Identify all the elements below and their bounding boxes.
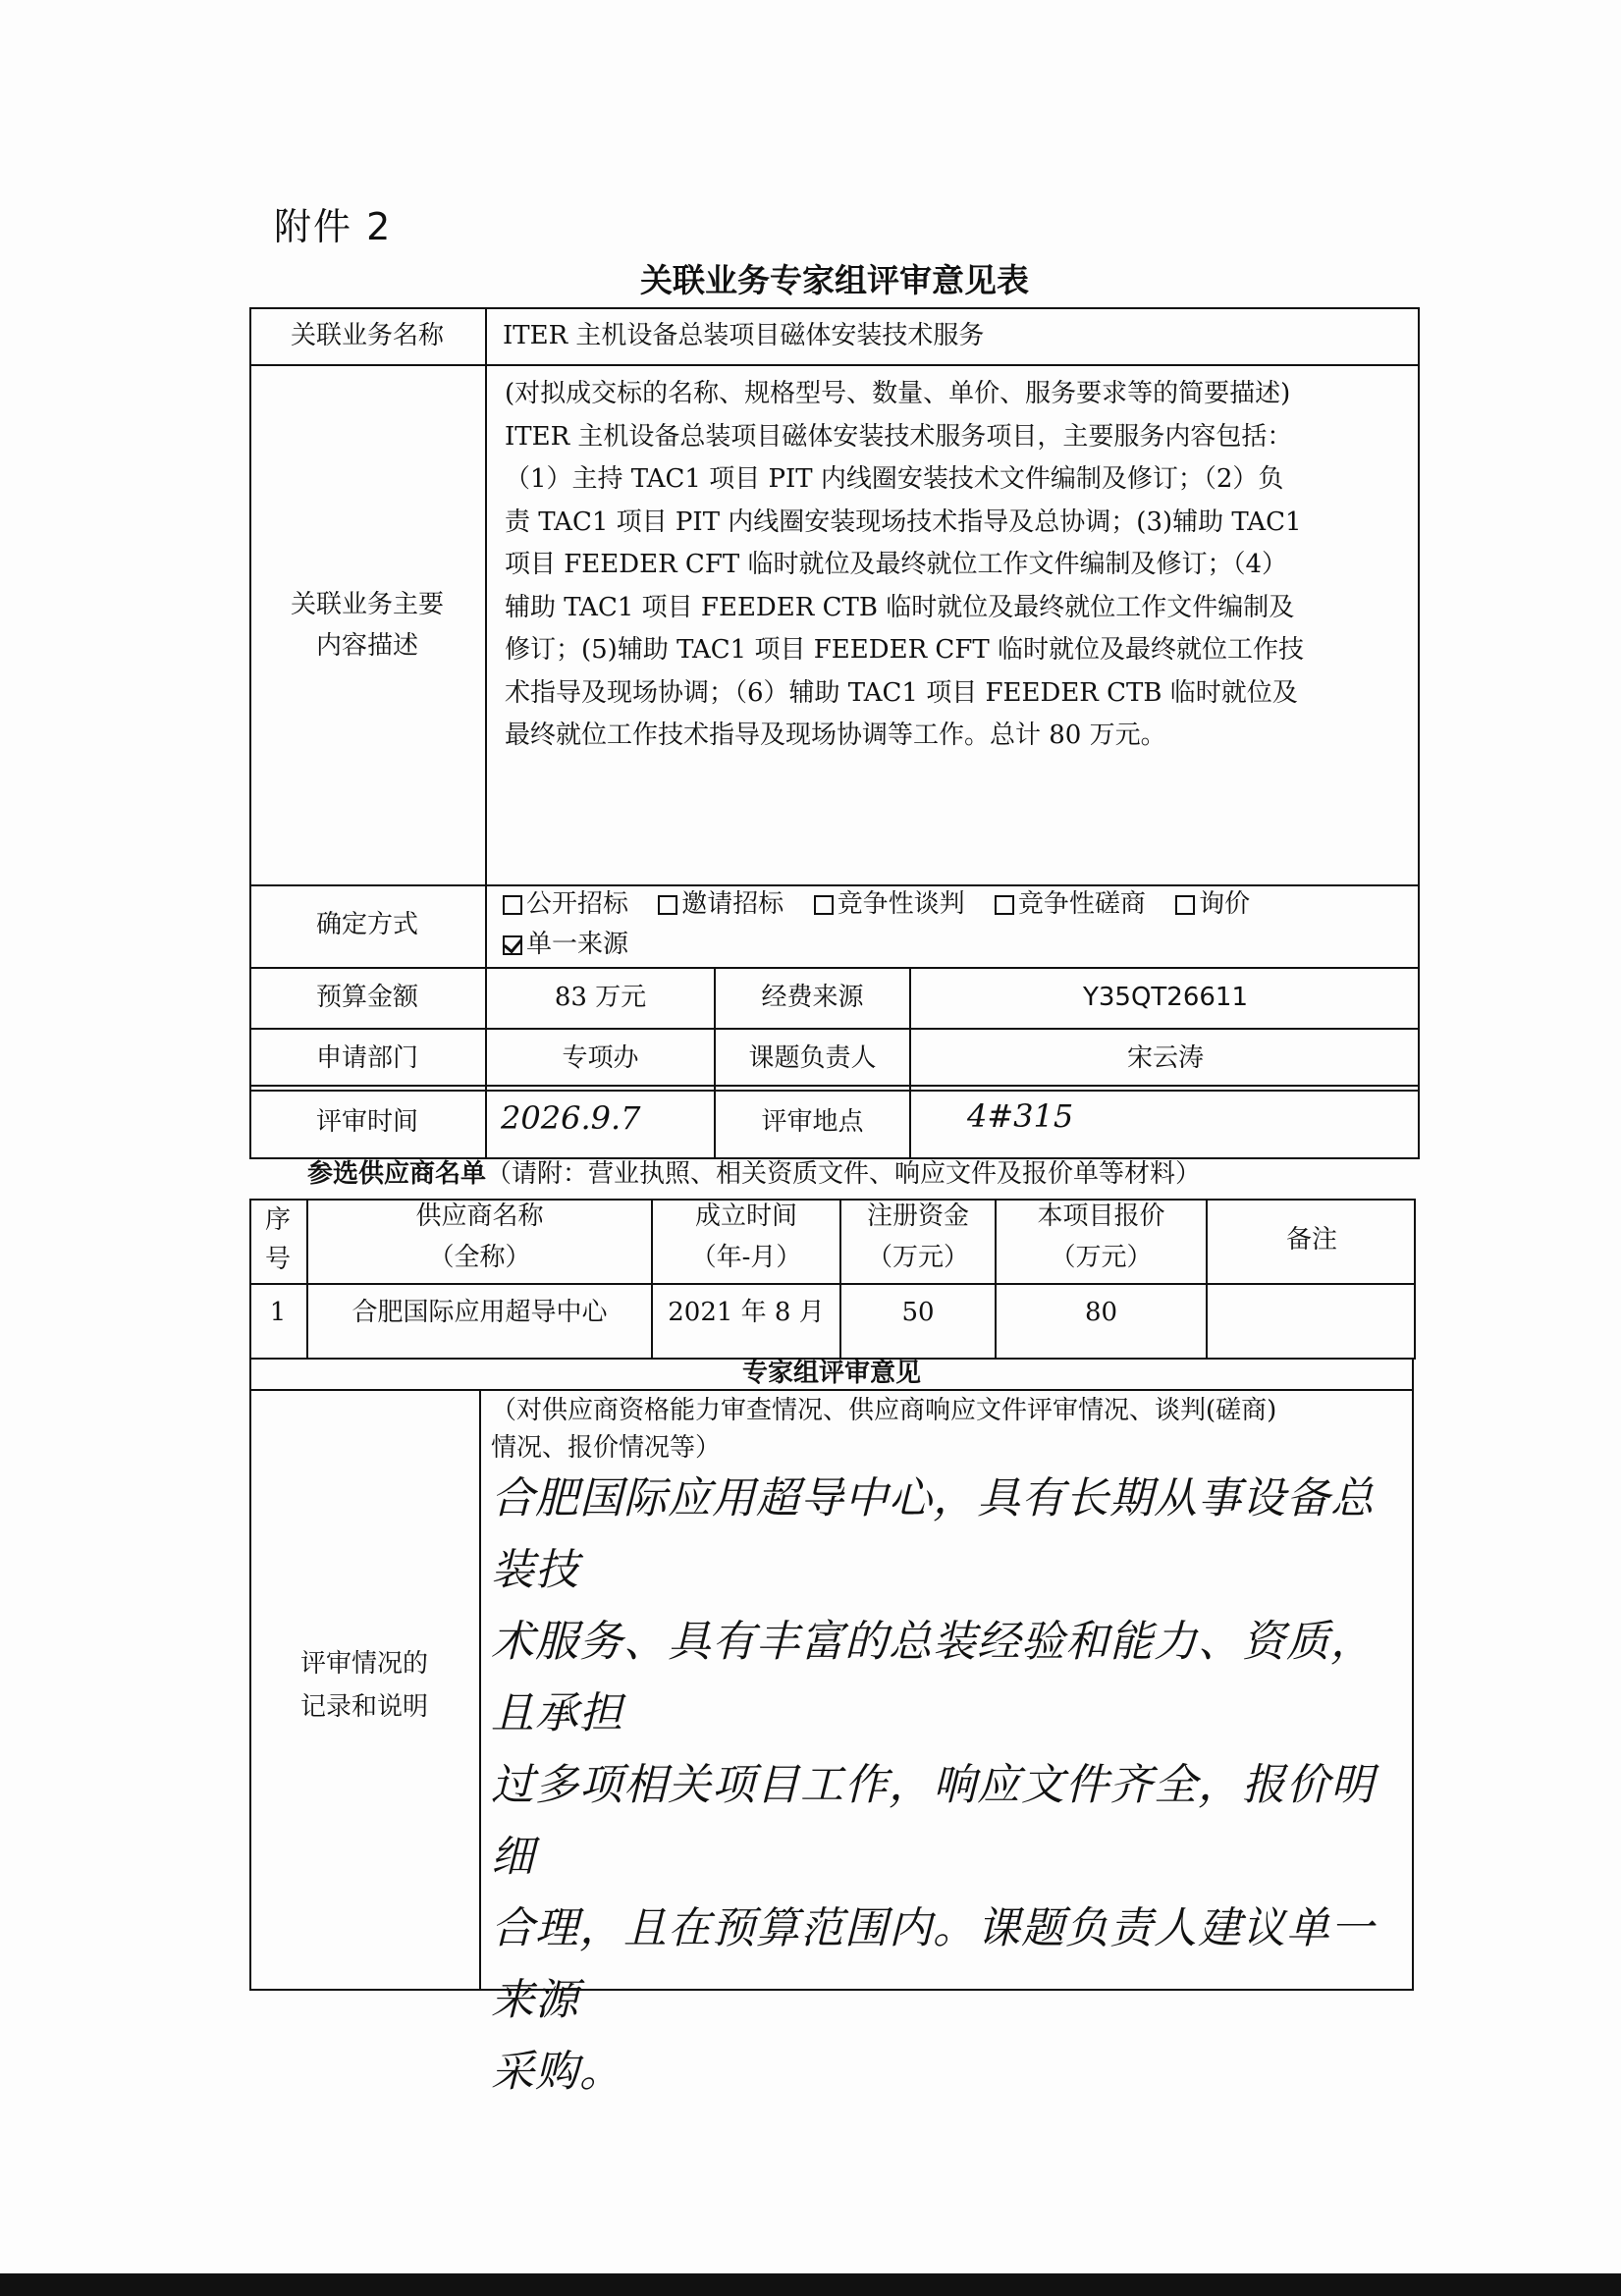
col-name-header-1: 供应商名称: [415, 1201, 544, 1231]
business-name-value: ITER 主机设备总装项目磁体安装技术服务: [503, 321, 985, 350]
review-time-label: 评审时间: [315, 1107, 418, 1137]
record-label-line2: 记录和说明: [299, 1692, 428, 1722]
col-quote-header-1: 本项目报价: [1037, 1201, 1165, 1231]
dept-label: 申请部门: [315, 1043, 418, 1073]
description-line: 最终就位工作技术指导及现场协调等工作。总计 80 万元。: [505, 721, 1166, 750]
row-capital: 50: [901, 1298, 935, 1327]
col-founded-header-2: （年-月）: [690, 1243, 802, 1272]
description-line: 辅助 TAC1 项目 FEEDER CTB 临时就位及最终就位工作文件编制及: [505, 592, 1295, 622]
checkbox-icon[interactable]: [814, 895, 834, 915]
method-option-negotiation[interactable]: 竞争性谈判: [814, 889, 965, 919]
fund-source-label: 经费来源: [761, 983, 864, 1012]
supplier-list-heading: 参选供应商名单（请附：营业执照、相关资质文件、响应文件及报价单等材料）: [307, 1159, 1202, 1189]
method-option-consultation[interactable]: 竞争性磋商: [995, 889, 1146, 919]
checkbox-icon[interactable]: [995, 895, 1014, 915]
main-content-label-line2: 内容描述: [315, 631, 418, 661]
method-option-inquiry[interactable]: 询价: [1175, 889, 1250, 919]
handwritten-line: 术服务、具有丰富的总装经验和能力、资质，且承担: [491, 1617, 1375, 1738]
main-content-label-line1: 关联业务主要: [290, 590, 444, 619]
handwritten-line: 合理，且在预算范围内。课题负责人建议单一来源: [491, 1903, 1375, 2025]
col-founded-header-1: 成立时间: [694, 1201, 797, 1231]
project-leader-value: 宋云涛: [1126, 1043, 1204, 1073]
method-option-invite[interactable]: 邀请招标: [658, 889, 783, 919]
col-capital-header-1: 注册资金: [866, 1201, 969, 1231]
method-options-line2: [503, 930, 650, 959]
record-label-line1: 评审情况的: [299, 1649, 428, 1679]
handwritten-line: 过多项相关项目工作，响应文件齐全，报价明细: [491, 1760, 1375, 1882]
row-quote: 80: [1084, 1298, 1118, 1327]
review-place-label: 评审地点: [761, 1107, 864, 1137]
form-title: 关联业务专家组评审意见表: [640, 261, 1029, 299]
row-seq: 1: [269, 1298, 287, 1327]
method-options-line1: [503, 889, 1250, 919]
col-capital-header-2: （万元）: [866, 1243, 969, 1272]
method-label: 确定方式: [315, 910, 418, 939]
row-founded: 2021 年 8 月: [668, 1298, 825, 1327]
fund-source-value: Y35QT26611: [1082, 983, 1249, 1012]
project-leader-label: 课题负责人: [748, 1043, 877, 1073]
budget-value: 83 万元: [554, 983, 647, 1012]
description-line: ITER 主机设备总装项目磁体安装技术服务项目，主要服务内容包括：: [505, 421, 1293, 452]
budget-label: 预算金额: [315, 983, 418, 1012]
description-line: 术指导及现场协调；（6）辅助 TAC1 项目 FEEDER CTB 临时就位及: [505, 677, 1298, 708]
handwritten-line: 合肥国际应用超导中心，具有长期从事设备总装技: [491, 1473, 1375, 1595]
opinion-prompt-line2: 情况、报价情况等）: [491, 1433, 722, 1463]
description-line: (对拟成交标的名称、规格型号、数量、单价、服务要求等的简要描述): [505, 379, 1291, 408]
attachment-label: 附件 2: [274, 205, 393, 248]
description-line: （1）主持 TAC1 项目 PIT 内线圈安装技术文件编制及修订；（2）负: [505, 464, 1284, 494]
method-option-public[interactable]: 公开招标: [503, 889, 628, 919]
col-seq-header-1: 序: [264, 1205, 291, 1235]
handwritten-opinion: [491, 1463, 1404, 2108]
business-name-label: 关联业务名称: [290, 321, 444, 350]
description-line: 责 TAC1 项目 PIT 内线圈安装现场技术指导及总协调；(3)辅助 TAC1: [505, 507, 1302, 537]
expert-opinion-heading: 专家组评审意见: [741, 1359, 921, 1388]
col-name-header-2: （全称）: [428, 1243, 531, 1272]
dept-value: 专项办: [562, 1043, 639, 1073]
checkbox-checked-icon[interactable]: [503, 935, 522, 955]
checkbox-icon[interactable]: [658, 895, 677, 915]
col-seq-header-2: 号: [264, 1245, 291, 1274]
description-line: 项目 FEEDER CFT 临时就位及最终就位工作文件编制及修订；（4）: [505, 550, 1288, 579]
main-content-description: [505, 373, 1408, 758]
opinion-prompt-line1: （对供应商资格能力审查情况、供应商响应文件评审情况、谈判(磋商): [491, 1396, 1277, 1425]
row-supplier-name: 合肥国际应用超导中心: [351, 1298, 608, 1327]
checkbox-icon[interactable]: [1175, 895, 1195, 915]
description-line: 修订；(5)辅助 TAC1 项目 FEEDER CFT 临时就位及最终就位工作技: [505, 635, 1304, 665]
col-quote-header-2: （万元）: [1050, 1243, 1153, 1272]
checkbox-icon[interactable]: [503, 895, 522, 915]
scan-edge-bar: [0, 2273, 1621, 2296]
method-option-single-source[interactable]: 单一来源: [503, 930, 628, 959]
review-time-value: 2026.9.7: [501, 1099, 641, 1137]
review-place-value: 4#315: [967, 1097, 1074, 1135]
col-remark-header: 备注: [1285, 1225, 1337, 1255]
handwritten-line: 采购。: [491, 2047, 623, 2097]
